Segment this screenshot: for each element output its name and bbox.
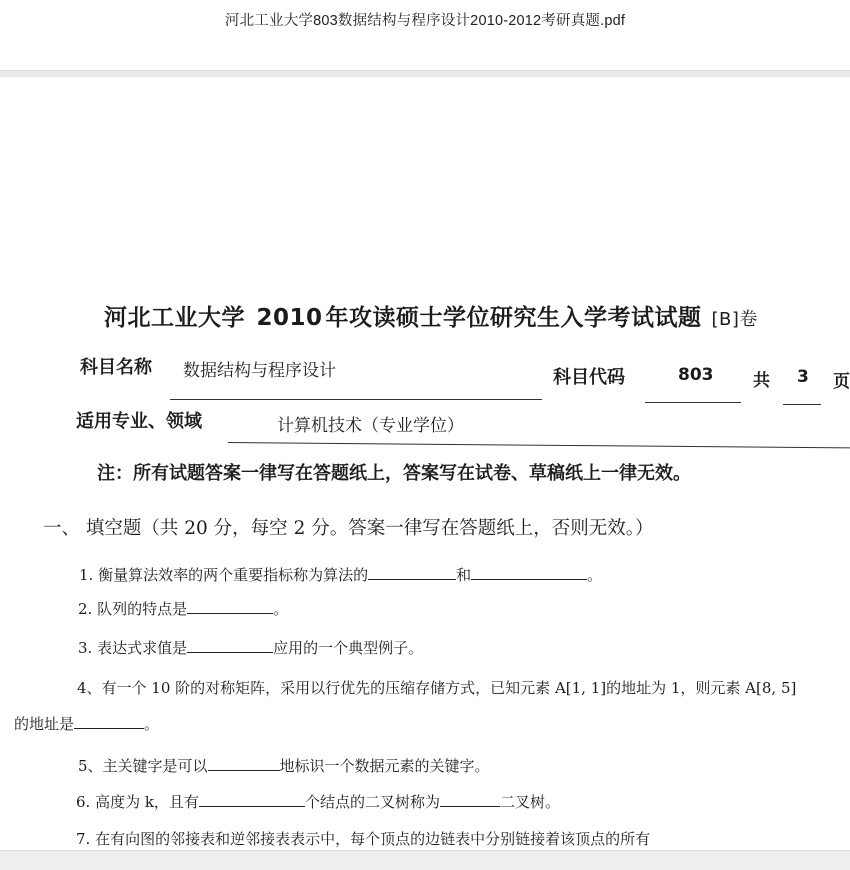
toolbar-separator	[0, 70, 850, 77]
exam-title-rest: 年攻读硕士学位研究生入学考试试题	[325, 305, 702, 331]
question-6: 6. 高度为 k，且有 个结点的二叉树称为 二叉树。	[76, 793, 560, 811]
question-1: 1. 衡量算法效率的两个重要指标称为算法的 和 。	[79, 566, 603, 584]
question-5: 5、主关键字是可以 地标识一个数据元素的关键字。	[78, 757, 490, 775]
answer-blank	[74, 714, 144, 729]
pdf-page[interactable]	[0, 77, 850, 850]
question-3: 3. 表达式求值是 应用的一个典型例子。	[78, 639, 424, 657]
major-label: 适用专业、领域	[76, 411, 202, 432]
major-value: 计算机技术（专业学位）	[277, 416, 464, 436]
section-fill-in-heading: 一、 填空题（共 20 分，每空 2 分。答案一律写在答题纸上，否则无效。）	[43, 518, 654, 539]
question-7: 7. 在有向图的邻接表和逆邻接表表示中，每个顶点的边链表中分别链接着该顶点的所有	[76, 830, 651, 848]
pages-prefix: 共	[753, 371, 770, 391]
answer-blank	[199, 792, 305, 807]
answer-blank	[368, 565, 456, 580]
pages-count: 3	[797, 367, 809, 387]
subject-name-value: 数据结构与程序设计	[183, 361, 336, 381]
document-title: 河北工业大学803数据结构与程序设计2010-2012考研真题.pdf	[224, 13, 626, 29]
subject-code-underline	[645, 402, 741, 403]
pages-suffix: 页	[833, 372, 850, 392]
answer-blank	[440, 792, 500, 807]
subject-name-label: 科目名称	[80, 357, 152, 378]
question-2: 2. 队列的特点是 。	[78, 600, 289, 618]
question-4: 4、有一个 10 阶的对称矩阵，采用以行优先的压缩存储方式，已知元素 A[1, 1]的地址为 1，则元素 A[8, 5]	[77, 679, 797, 697]
answer-blank	[471, 565, 587, 580]
answer-blank	[208, 756, 280, 771]
subject-code-value: 803	[678, 365, 714, 385]
answer-blank	[187, 599, 273, 614]
subject-code-label: 科目代码	[553, 367, 625, 388]
title-bar	[0, 0, 850, 70]
major-underline	[228, 442, 850, 448]
bottom-scroll-area	[0, 850, 850, 870]
question-4-continued: 的地址是 。	[14, 715, 160, 733]
answer-blank	[187, 638, 273, 653]
exam-title	[104, 299, 758, 332]
subject-name-underline	[170, 399, 542, 400]
pages-underline	[783, 404, 821, 405]
exam-paper-label: [B]卷	[711, 309, 758, 330]
exam-year: 2010	[256, 305, 323, 331]
exam-school: 河北工业大学	[104, 305, 245, 331]
exam-note: 注：所有试题答案一律写在答题纸上，答案写在试卷、草稿纸上一律无效。	[97, 463, 691, 484]
